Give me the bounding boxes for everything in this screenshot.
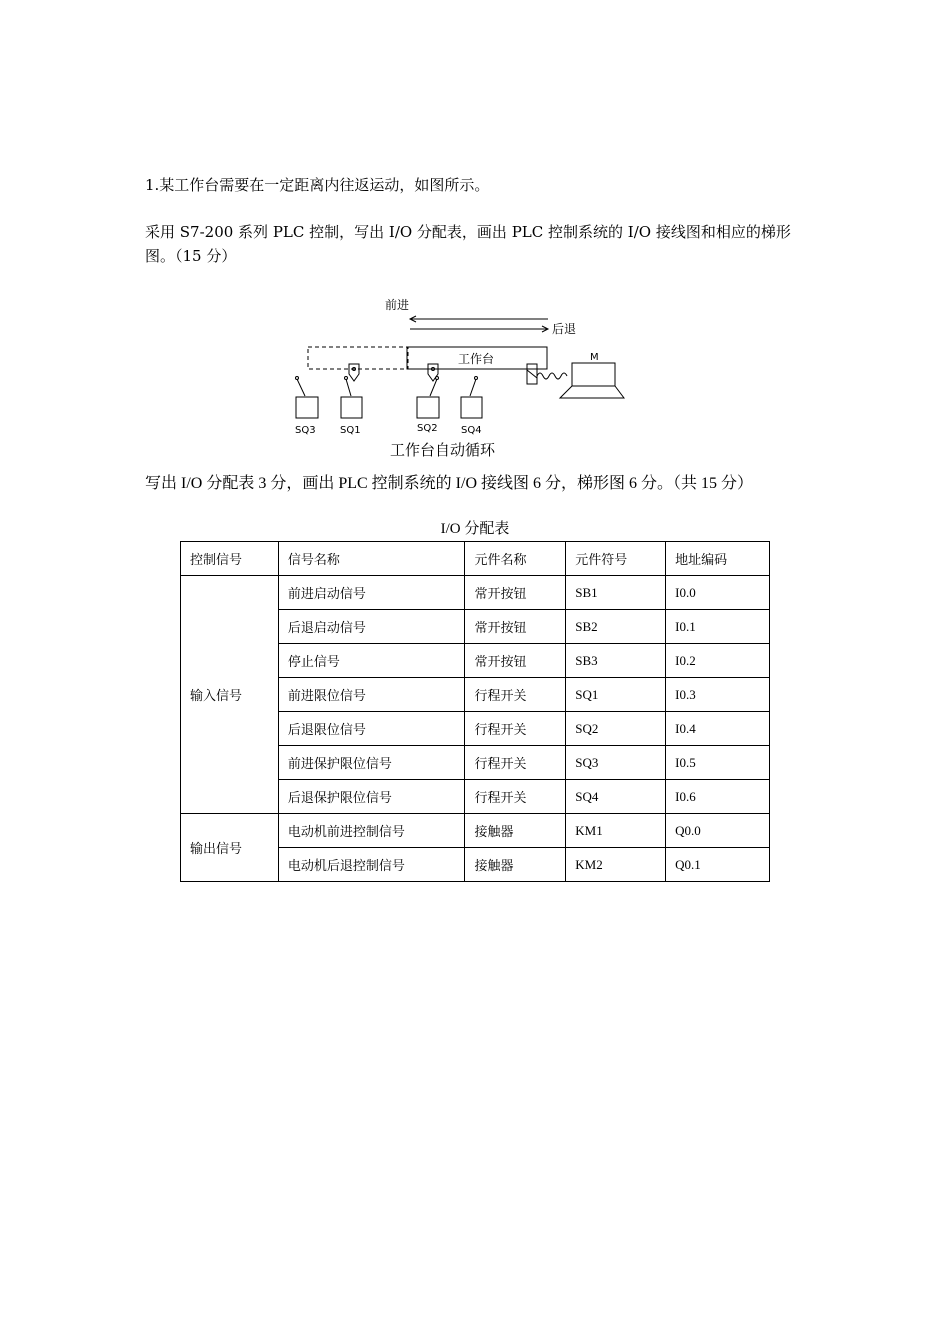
table-cell: 行程开关 <box>465 780 566 814</box>
table-cell: I0.3 <box>666 678 770 712</box>
question-text-line2: 图。（15 分） <box>145 247 237 265</box>
table-cell: 常开按钮 <box>465 644 566 678</box>
sq4-label: SQ4 <box>461 425 482 436</box>
motor-body <box>572 363 615 386</box>
table-cell: 电动机后退控制信号 <box>278 848 465 882</box>
table-cell: 常开按钮 <box>465 576 566 610</box>
input-group-cell: 输入信号 <box>181 576 279 814</box>
table-cell: 后退保护限位信号 <box>278 780 465 814</box>
table-cell: I0.4 <box>666 712 770 746</box>
sq2-label: SQ2 <box>417 423 438 434</box>
sq1-lever <box>346 379 351 396</box>
header-cell: 地址编码 <box>666 542 770 576</box>
header-cell: 控制信号 <box>181 542 279 576</box>
table-cell: I0.0 <box>666 576 770 610</box>
sq1-label: SQ1 <box>340 425 361 436</box>
table-cell: SQ4 <box>566 780 666 814</box>
question-intro: 1.某工作台需要在一定距离内往返运动，如图所示。 <box>145 176 490 194</box>
table-cell: 常开按钮 <box>465 610 566 644</box>
forward-label: 前进 <box>385 298 410 312</box>
table-cell: SQ1 <box>566 678 666 712</box>
table-cell: SB1 <box>566 576 666 610</box>
table-cell: 电动机前进控制信号 <box>278 814 465 848</box>
table-cell: KM2 <box>566 848 666 882</box>
worktable-label: 工作台 <box>458 352 495 366</box>
sq4-box <box>461 397 482 418</box>
table-cell: I0.1 <box>666 610 770 644</box>
table-cell: 前进保护限位信号 <box>278 746 465 780</box>
sq3-label: SQ3 <box>295 425 316 436</box>
sq2-lever-tip <box>436 377 439 380</box>
backward-label: 后退 <box>552 322 577 336</box>
motor-base <box>560 386 624 398</box>
table-cell: 停止信号 <box>278 644 465 678</box>
sq3-lever-tip <box>296 377 299 380</box>
spring <box>537 373 567 379</box>
sq3-lever <box>297 379 305 396</box>
table-cell: Q0.0 <box>666 814 770 848</box>
table-cell: SQ3 <box>566 746 666 780</box>
table-cell: 行程开关 <box>465 746 566 780</box>
cam-right <box>428 364 438 381</box>
sq3-box <box>296 397 318 418</box>
table-cell: SQ2 <box>566 712 666 746</box>
table-cell: 接触器 <box>465 814 566 848</box>
table-cell: 前进限位信号 <box>278 678 465 712</box>
table-cell: Q0.1 <box>666 848 770 882</box>
table-header-row <box>181 542 770 576</box>
motor-label: M <box>590 352 599 363</box>
sq1-box <box>341 397 362 418</box>
table-cell: SB3 <box>566 644 666 678</box>
table-cell: I0.6 <box>666 780 770 814</box>
table-row <box>181 814 770 848</box>
table-cell: I0.2 <box>666 644 770 678</box>
cam-left <box>349 364 359 381</box>
coupling-cross <box>527 370 537 378</box>
table-cell: SB2 <box>566 610 666 644</box>
worktable-diagram <box>280 290 650 462</box>
table-cell: 后退启动信号 <box>278 610 465 644</box>
table-cell: 接触器 <box>465 848 566 882</box>
header-cell: 元件符号 <box>566 542 666 576</box>
table-title: I/O 分配表 <box>440 521 510 537</box>
table-cell: 行程开关 <box>465 678 566 712</box>
sq2-lever <box>430 379 437 396</box>
scoring-note: 写出 I/O 分配表 3 分，画出 PLC 控制系统的 I/O 接线图 6 分，梯形图 6 分。（共 15 分） <box>145 475 754 492</box>
sq2-box <box>417 397 439 418</box>
sq4-lever-tip <box>475 377 478 380</box>
output-group-cell: 输出信号 <box>181 814 279 882</box>
header-cell: 信号名称 <box>278 542 465 576</box>
sq1-lever-tip <box>345 377 348 380</box>
question-text-line1: 采用 S7-200 系列 PLC 控制，写出 I/O 分配表，画出 PLC 控制系统的 I/O 接线图和相应的梯形 <box>145 223 791 241</box>
sq4-lever <box>470 379 476 396</box>
table-row <box>181 576 770 610</box>
table-cell: KM1 <box>566 814 666 848</box>
dashed-table-outline <box>308 347 408 369</box>
table-cell: I0.5 <box>666 746 770 780</box>
table-cell: 后退限位信号 <box>278 712 465 746</box>
io-allocation-table <box>180 541 770 882</box>
table-cell: 前进启动信号 <box>278 576 465 610</box>
diagram-caption: 工作台自动循环 <box>390 441 496 459</box>
header-cell: 元件名称 <box>465 542 566 576</box>
table-cell: 行程开关 <box>465 712 566 746</box>
